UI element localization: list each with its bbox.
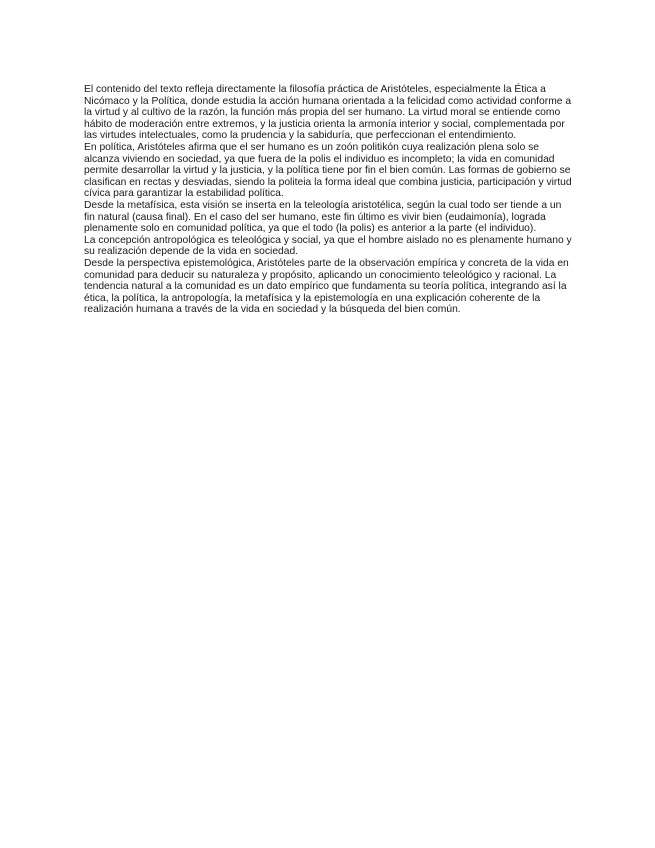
paragraph-politics: En política, Aristóteles afirma que el ser humano es un zoón politikón cuya realización plena solo se alcanza viviendo en sociedad, ya que fuera de la polis el individuo es incompleto; la vida en comunidad permite desarrollar la virtud y la justicia, y la política tiene por fin el bien común. Las formas de gobierno se clasifican en rectas y desviadas, siendo la politeia la forma ideal que combina justicia, participación y virtud cívica para garantizar la estabilidad política. <box>84 141 572 200</box>
paragraph-anthropology: La concepción antropológica es teleológica y social, ya que el hombre aislado no es plenamente humano y su realización depende de la vida en sociedad. <box>84 234 572 258</box>
paragraph-ethics: El contenido del texto refleja directamente la filosofía práctica de Aristóteles, especialmente la Ética a Nicómaco y la Política, donde estudia la acción humana orientada a la felicidad como actividad conforme a la virtud y al cultivo de la razón, la función más propia del ser humano. La virtud moral se entiende como hábito de moderación entre extremos, y la justicia orienta la armonía interior y social, complementada por las virtudes intelectuales, como la prudencia y la sabiduría, que perfeccionan el entendimiento. <box>84 84 572 142</box>
document-body <box>84 84 574 316</box>
paragraph-metaphysics: Desde la metafísica, esta visión se inserta en la teleología aristotélica, según la cual todo ser tiende a un fin natural (causa final). En el caso del ser humano, este fin último es vivir bien (eudaimonía), lograda plenamente solo en comunidad política, ya que el todo (la polis) es anterior a la parte (el individuo). <box>84 199 562 235</box>
paragraph-epistemology: Desde la perspectiva epistemológica, Aristóteles parte de la observación empírica y concreta de la vida en comunidad para deducir su naturaleza y propósito, aplicando un conocimiento teleológico y racional. La tendencia natural a la comunidad es un dato empírico que fundamenta su teoría política, integrando así la ética, la política, la antropología, la metafísica y la epistemología en una explicación coherente de la realización humana a través de la vida en sociedad y la búsqueda del bien común. <box>84 257 569 316</box>
